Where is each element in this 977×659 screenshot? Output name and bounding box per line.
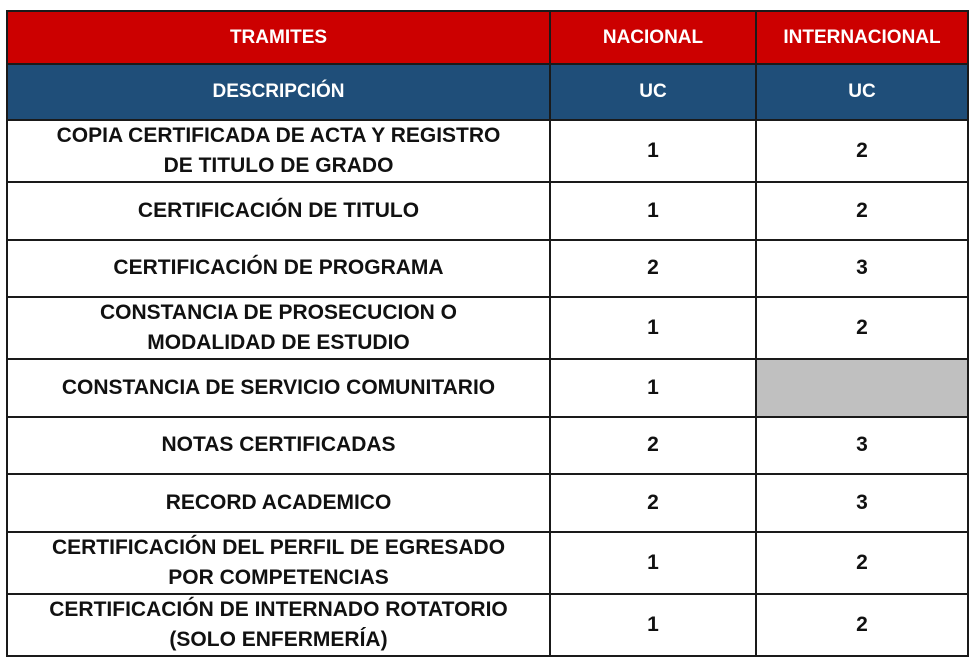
row-uc-nacional: 2 xyxy=(550,474,756,532)
row-uc-nacional: 1 xyxy=(550,182,756,240)
table-row xyxy=(7,417,968,475)
header-internacional: INTERNACIONAL xyxy=(756,11,968,64)
table-row xyxy=(7,532,968,594)
table-row xyxy=(7,594,968,656)
subheader-row xyxy=(7,64,968,120)
header-row xyxy=(7,11,968,64)
row-description: NOTAS CERTIFICADAS xyxy=(7,417,550,475)
row-uc-internacional: 2 xyxy=(756,182,968,240)
subheader-uc-nacional: UC xyxy=(550,64,756,120)
tramites-table-container xyxy=(6,10,967,657)
row-description: RECORD ACADEMICO xyxy=(7,474,550,532)
row-uc-internacional: 2 xyxy=(756,532,968,594)
row-uc-internacional: 3 xyxy=(756,474,968,532)
row-uc-internacional: 3 xyxy=(756,417,968,475)
header-nacional: NACIONAL xyxy=(550,11,756,64)
table-row xyxy=(7,240,968,298)
row-uc-internacional: 3 xyxy=(756,240,968,298)
row-uc-nacional: 1 xyxy=(550,120,756,182)
subheader-descripcion: DESCRIPCIÓN xyxy=(7,64,550,120)
table-row xyxy=(7,120,968,182)
row-uc-internacional-empty xyxy=(756,359,968,417)
row-uc-nacional: 2 xyxy=(550,240,756,298)
table-row xyxy=(7,359,968,417)
row-uc-nacional: 1 xyxy=(550,297,756,359)
row-uc-nacional: 1 xyxy=(550,594,756,656)
table-row xyxy=(7,182,968,240)
header-tramites: TRAMITES xyxy=(7,11,550,64)
row-uc-nacional: 2 xyxy=(550,417,756,475)
row-uc-internacional: 2 xyxy=(756,297,968,359)
tramites-table xyxy=(6,10,969,657)
row-description: CERTIFICACIÓN DE INTERNADO ROTATORIO (SOLO ENFERMERÍA) xyxy=(7,594,550,656)
row-uc-nacional: 1 xyxy=(550,532,756,594)
subheader-uc-internacional: UC xyxy=(756,64,968,120)
row-description: CERTIFICACIÓN DE TITULO xyxy=(7,182,550,240)
row-description: CONSTANCIA DE PROSECUCION O MODALIDAD DE ESTUDIO xyxy=(7,297,550,359)
row-description: CERTIFICACIÓN DEL PERFIL DE EGRESADO POR COMPETENCIAS xyxy=(7,532,550,594)
row-uc-internacional: 2 xyxy=(756,594,968,656)
row-description: COPIA CERTIFICADA DE ACTA Y REGISTRO DE TITULO DE GRADO xyxy=(7,120,550,182)
table-row xyxy=(7,297,968,359)
row-description: CONSTANCIA DE SERVICIO COMUNITARIO xyxy=(7,359,550,417)
row-uc-internacional: 2 xyxy=(756,120,968,182)
row-description: CERTIFICACIÓN DE PROGRAMA xyxy=(7,240,550,298)
row-uc-nacional: 1 xyxy=(550,359,756,417)
table-row xyxy=(7,474,968,532)
